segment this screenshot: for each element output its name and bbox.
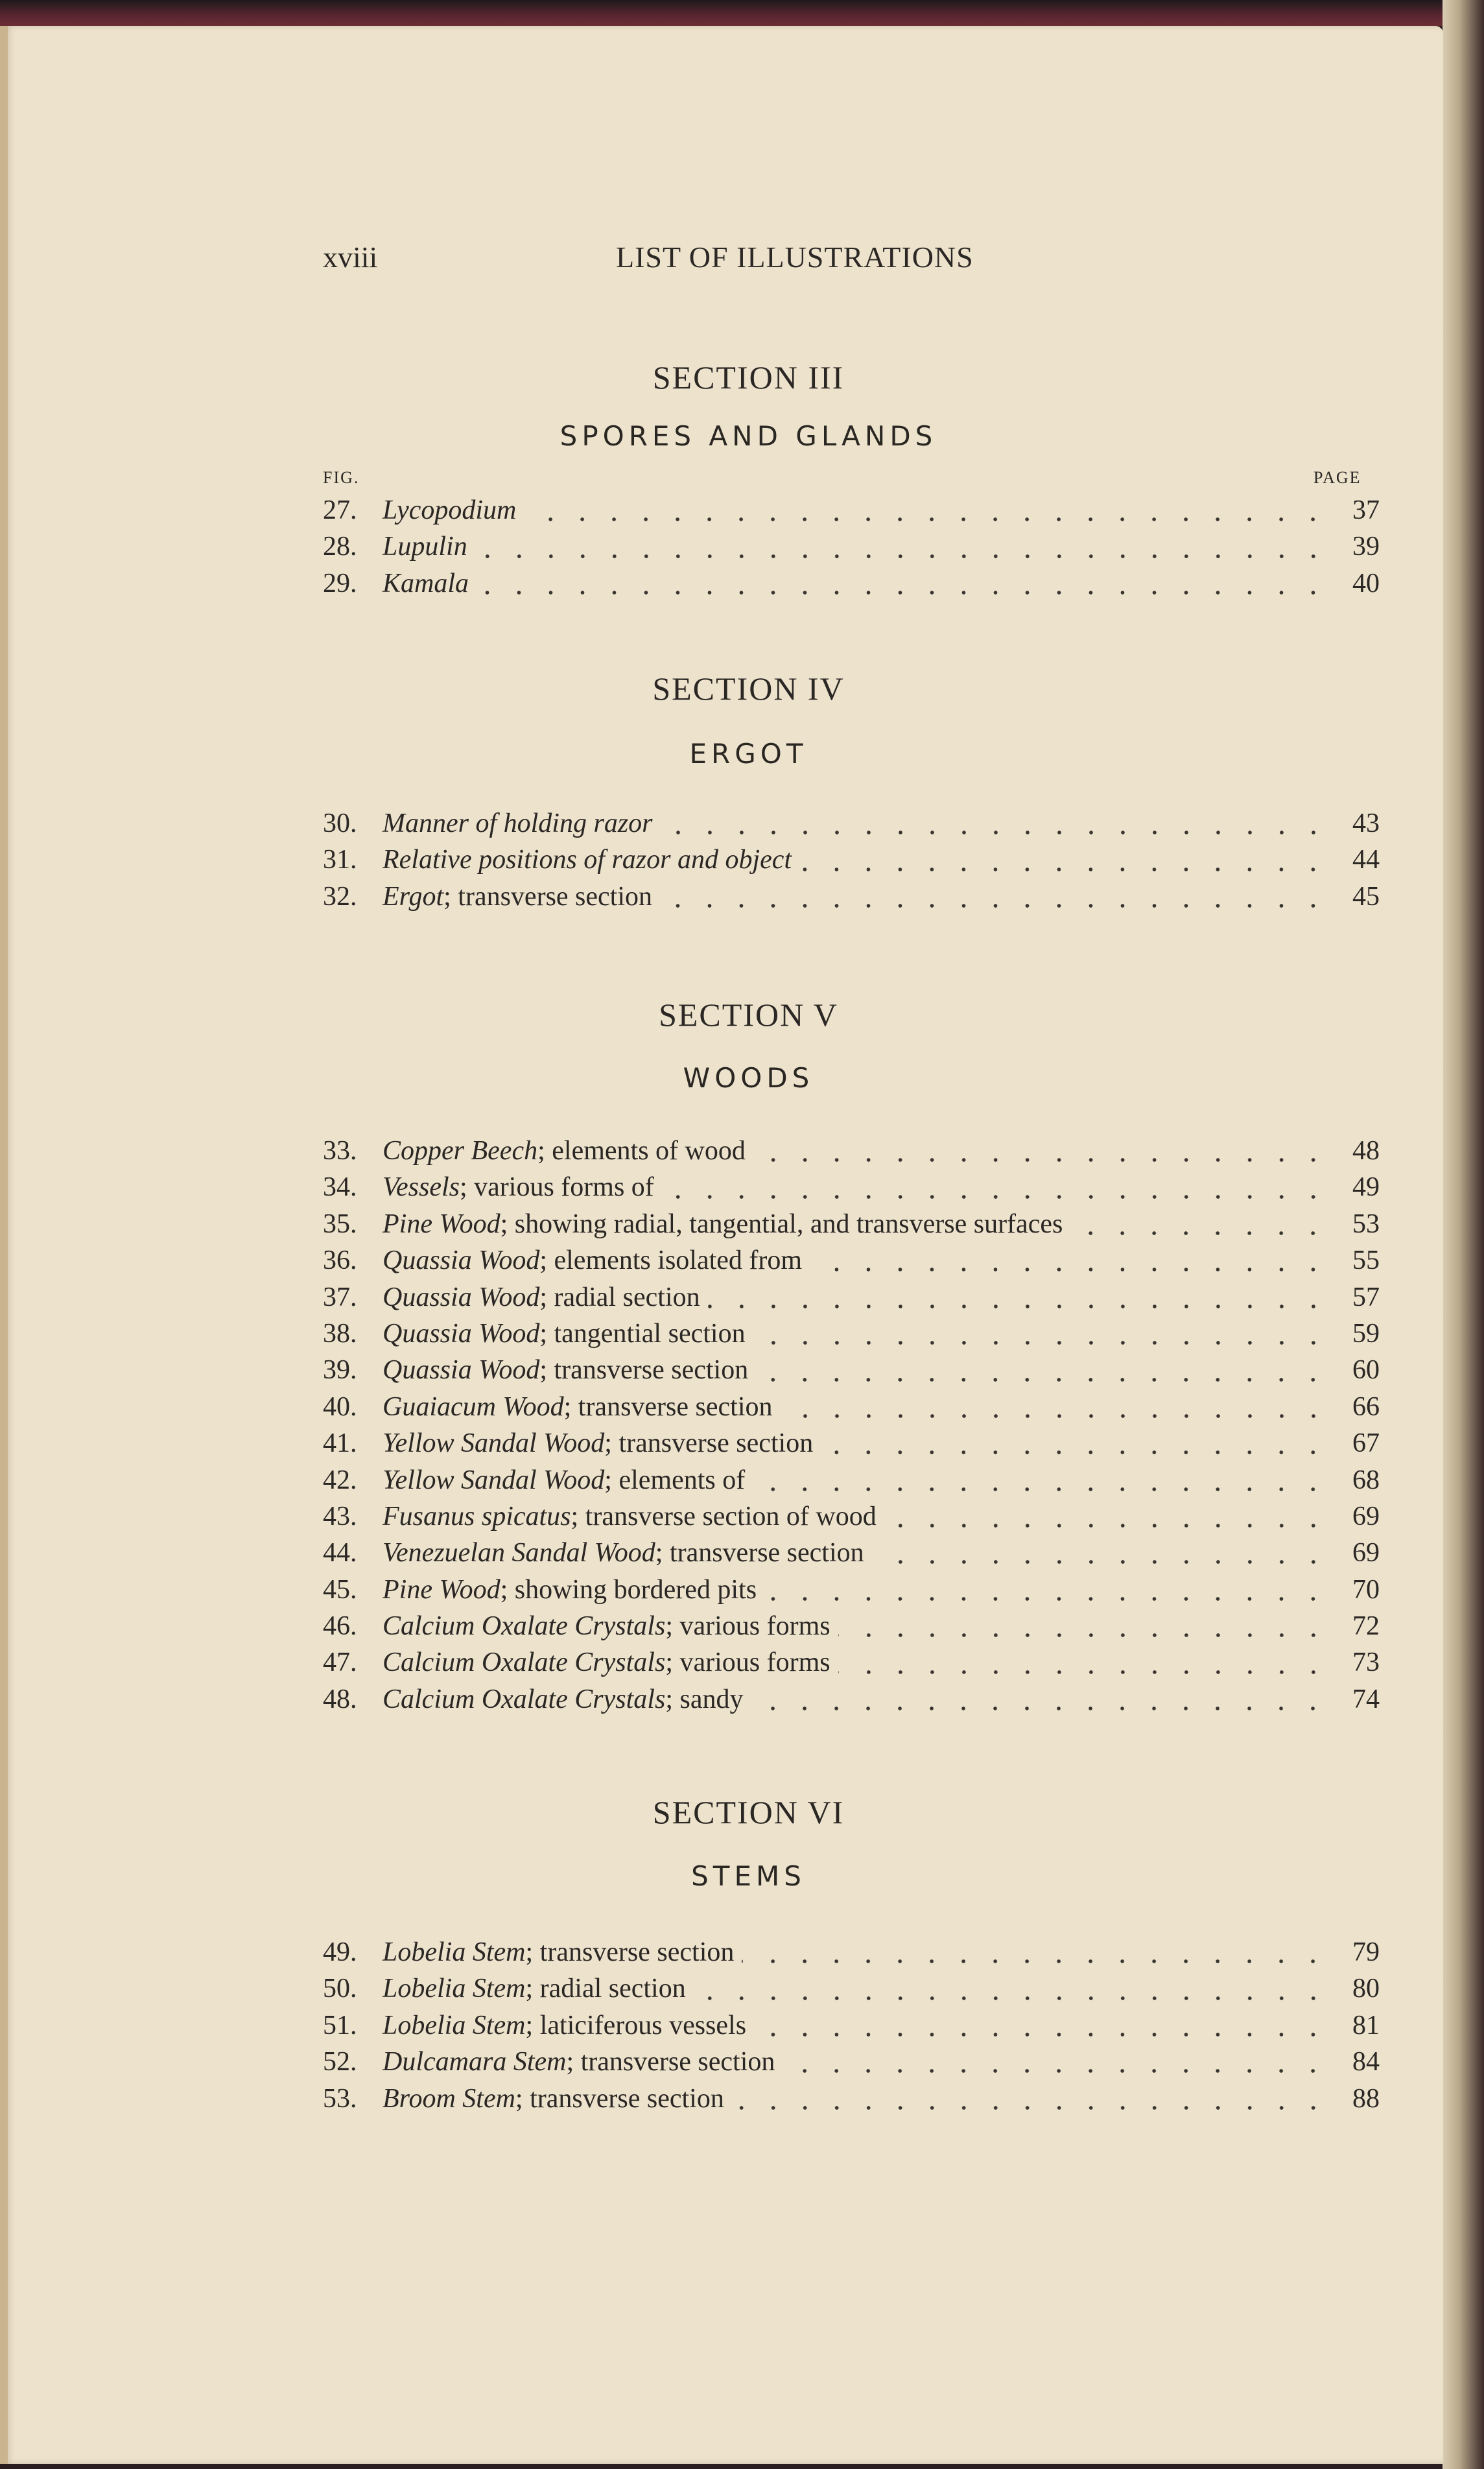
list-item (323, 495, 1380, 531)
list-item (323, 1611, 1380, 1647)
figure-description: ; tangential section (539, 1318, 746, 1349)
figure-description: ; transverse section (566, 2047, 775, 2077)
page-reference: 53 (1352, 1209, 1380, 1239)
figure-number: 36. (323, 1246, 357, 1276)
page-reference: 80 (1352, 1974, 1380, 2004)
figure-number: 44. (323, 1538, 357, 1568)
figure-title: Quassia Wood (383, 1246, 540, 1276)
figure-description: ; showing radial, tangential, and transverse surfaces (500, 1209, 1063, 1239)
list-item (323, 1537, 1380, 1574)
figure-number: 46. (323, 1611, 357, 1642)
figure-title: Lobelia Stem (383, 1937, 526, 1967)
figure-number: 39. (323, 1355, 357, 1386)
dot-leader (838, 1633, 1329, 1638)
page-reference: 81 (1352, 2010, 1380, 2040)
list-item (323, 1973, 1380, 2009)
figure-number: 51. (323, 2010, 357, 2040)
figure-title: Venezuelan Sandal Wood (383, 1538, 655, 1568)
figure-title: Copper Beech (383, 1136, 538, 1166)
page-reference: 69 (1352, 1538, 1380, 1568)
figure-title: Quassia Wood (383, 1282, 540, 1312)
figure-title: Calcium Oxalate Crystals (383, 1648, 666, 1678)
page-reference: 55 (1352, 1246, 1380, 1276)
figure-description: ; transverse section of wood (571, 1501, 877, 1531)
dot-leader (732, 2105, 1329, 2110)
dot-leader (694, 1996, 1329, 2001)
figure-description: ; transverse section (515, 2083, 724, 2114)
dot-leader (662, 1194, 1329, 1199)
illustration-list (323, 495, 1380, 604)
figure-number: 30. (323, 809, 357, 838)
figure-description: ; transverse section (539, 1355, 749, 1386)
figure-description: ; various forms of (460, 1172, 654, 1203)
figure-description: ; radial section (539, 1282, 700, 1312)
page-reference: 48 (1352, 1136, 1380, 1166)
page-number: xviii (323, 241, 378, 274)
figure-number: 45. (323, 1574, 357, 1605)
list-item (323, 531, 1380, 567)
figure-title: Kamala (383, 568, 469, 598)
figure-description: ; transverse section (563, 1391, 773, 1422)
page-reference: 57 (1352, 1282, 1380, 1312)
page-reference: 84 (1352, 2047, 1380, 2077)
figure-number: 31. (323, 845, 357, 875)
figure-description: ; showing bordered pits (500, 1574, 757, 1605)
page-reference: 68 (1352, 1465, 1380, 1495)
figure-title: Dulcamara Stem (383, 2047, 567, 2077)
illustration-list (323, 808, 1380, 917)
page-reference: 39 (1352, 532, 1380, 562)
dot-leader (781, 1413, 1330, 1419)
list-item (323, 1209, 1380, 1245)
figure-description: ; transverse section (443, 881, 653, 912)
figure-description: ; transverse section (525, 1937, 735, 1967)
figure-description: ; various forms (665, 1648, 830, 1678)
page-reference: 69 (1352, 1501, 1380, 1531)
list-item (323, 844, 1380, 880)
dot-leader (661, 830, 1329, 835)
dot-leader (821, 1450, 1329, 1455)
figure-title: Broom Stem (383, 2083, 515, 2114)
page-reference: 60 (1352, 1355, 1380, 1386)
page-reference: 79 (1352, 1937, 1380, 1967)
list-item (323, 1172, 1380, 1208)
figure-description: ; various forms (665, 1611, 830, 1642)
page-reference: 66 (1352, 1391, 1380, 1422)
section-subheading: SPORES AND GLANDS (559, 420, 937, 452)
figure-title: Calcium Oxalate Crystals (383, 1611, 666, 1642)
figure-number: 47. (323, 1648, 357, 1678)
figure-number: 49. (323, 1937, 357, 1967)
page-reference: 44 (1352, 845, 1380, 875)
list-item (323, 1501, 1380, 1537)
figure-number: 35. (323, 1209, 357, 1239)
figure-title: Quassia Wood (383, 1355, 540, 1386)
figure-number: 53. (323, 2083, 357, 2114)
figure-number: 43. (323, 1501, 357, 1531)
illustration-list (323, 1937, 1380, 2120)
figure-title: Yellow Sandal Wood (383, 1428, 605, 1459)
section-heading: SECTION VI (652, 1794, 845, 1830)
figure-title: Pine Wood (383, 1209, 501, 1239)
dot-leader (884, 1523, 1329, 1528)
section-subheading: STEMS (691, 1860, 806, 1892)
figure-title: Guaiacum Wood (383, 1391, 564, 1422)
page-reference: 73 (1352, 1648, 1380, 1678)
list-item (323, 1282, 1380, 1318)
list-item (323, 808, 1380, 844)
list-item (323, 1391, 1380, 1428)
figure-title: Yellow Sandal Wood (383, 1465, 605, 1495)
list-item (323, 1647, 1380, 1683)
figure-title: Quassia Wood (383, 1318, 540, 1349)
figure-title: Relative positions of razor and object (383, 845, 792, 875)
figure-description: ; transverse section (604, 1428, 814, 1459)
list-item (323, 568, 1380, 604)
section-subheading: ERGOT (689, 738, 808, 770)
book-cover-edge (0, 0, 1484, 26)
page-reference: 59 (1352, 1318, 1380, 1349)
figure-description: ; elements of wood (537, 1136, 746, 1166)
page-reference: 40 (1352, 568, 1380, 598)
section-heading: SECTION III (652, 359, 845, 396)
page-reference: 45 (1352, 881, 1380, 912)
dot-leader (1070, 1231, 1329, 1236)
dot-leader (753, 1340, 1329, 1345)
figure-description: ; transverse section (655, 1538, 864, 1568)
dot-leader (477, 590, 1329, 595)
dot-leader (872, 1559, 1329, 1565)
figure-title: Vessels (383, 1172, 460, 1203)
figure-description: ; elements isolated from (539, 1246, 803, 1276)
page-reference: 49 (1352, 1172, 1380, 1203)
dot-leader (754, 2032, 1329, 2037)
list-item (323, 2010, 1380, 2046)
figure-number: 34. (323, 1172, 357, 1203)
list-item (323, 2046, 1380, 2083)
figure-number: 50. (323, 1974, 357, 2004)
fig-column-label: FIG. (323, 468, 360, 487)
figure-title: Fusanus spicatus (383, 1501, 571, 1531)
dot-leader (783, 2068, 1329, 2073)
figure-number: 32. (323, 881, 357, 912)
figure-title: Lupulin (383, 532, 467, 562)
page-reference: 88 (1352, 2083, 1380, 2114)
list-item (323, 881, 1380, 917)
page-reference: 72 (1352, 1611, 1380, 1642)
page-column-label: PAGE (1313, 468, 1361, 487)
figure-description: ; elements of (604, 1465, 746, 1495)
section-heading: SECTION V (659, 997, 838, 1033)
figure-description: ; sandy (665, 1684, 744, 1714)
page-reference: 67 (1352, 1428, 1380, 1459)
dot-leader (742, 1959, 1329, 1964)
dot-leader (756, 1377, 1329, 1382)
list-item (323, 1245, 1380, 1281)
figure-title: Lobelia Stem (383, 2010, 526, 2040)
list-item (323, 1574, 1380, 1611)
figure-number: 42. (323, 1465, 357, 1495)
page-reference: 70 (1352, 1574, 1380, 1605)
dot-leader (475, 554, 1329, 559)
figure-number: 48. (323, 1684, 357, 1714)
list-item (323, 1135, 1380, 1172)
dot-leader (810, 1267, 1329, 1272)
dot-leader (524, 517, 1329, 522)
figure-title: Calcium Oxalate Crystals (383, 1684, 666, 1714)
illustration-list (323, 1135, 1380, 1720)
dot-leader (751, 1706, 1329, 1711)
dot-leader (838, 1670, 1329, 1675)
dot-leader (799, 867, 1329, 872)
figure-title: Lobelia Stem (383, 1974, 526, 2004)
figure-number: 28. (323, 532, 357, 562)
dot-leader (764, 1596, 1329, 1601)
dot-leader (753, 1157, 1329, 1163)
figure-number: 33. (323, 1136, 357, 1166)
figure-number: 27. (323, 495, 357, 525)
dot-leader (660, 903, 1329, 908)
list-item (323, 1354, 1380, 1391)
section-heading: SECTION IV (652, 670, 845, 707)
page-reference: 37 (1352, 495, 1380, 525)
list-item (323, 1318, 1380, 1354)
list-item (323, 1465, 1380, 1501)
figure-number: 41. (323, 1428, 357, 1459)
figure-title: Pine Wood (383, 1574, 501, 1605)
list-item (323, 1428, 1380, 1464)
figure-title: Manner of holding razor (383, 809, 653, 838)
section-subheading: WOODS (683, 1062, 814, 1094)
list-item (323, 1937, 1380, 1973)
figure-description: ; radial section (525, 1974, 686, 2004)
dot-leader (753, 1487, 1329, 1492)
figure-title: Ergot (383, 881, 444, 912)
page-reference: 43 (1352, 809, 1380, 838)
figure-number: 38. (323, 1318, 357, 1349)
figure-title: Lycopodium (383, 495, 517, 525)
figure-description: ; laticiferous vessels (525, 2010, 747, 2040)
figure-number: 40. (323, 1391, 357, 1422)
figure-number: 29. (323, 568, 357, 598)
figure-number: 52. (323, 2047, 357, 2077)
page-reference: 74 (1352, 1684, 1380, 1714)
list-item (323, 1684, 1380, 1720)
list-item (323, 2083, 1380, 2120)
figure-number: 37. (323, 1282, 357, 1312)
running-title: LIST OF ILLUSTRATIONS (616, 241, 974, 274)
dot-leader (708, 1304, 1329, 1309)
